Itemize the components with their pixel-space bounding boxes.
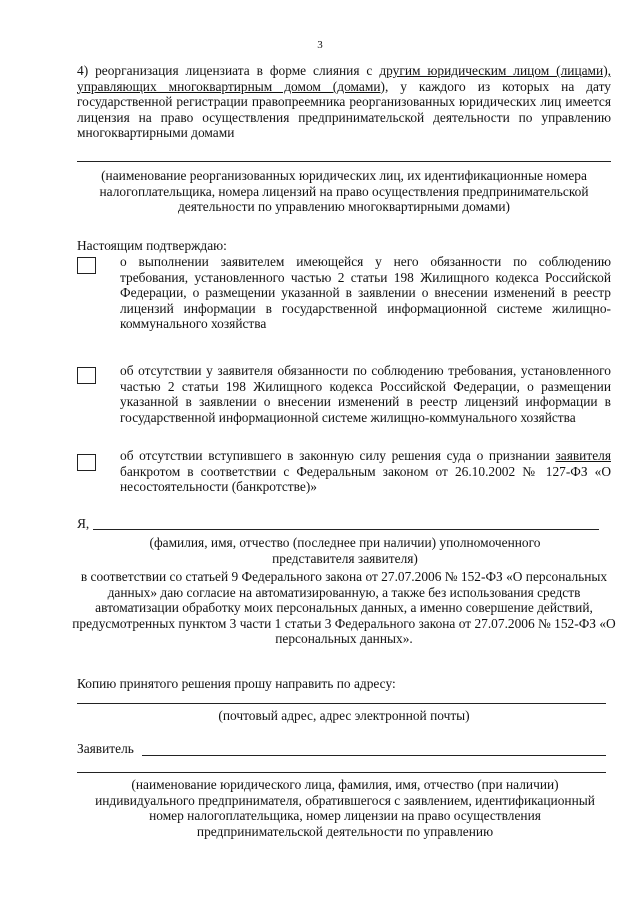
section-4-underlined: другим юридическим лицом (лицами), управляющих многоквартирным домом (домами), bbox=[77, 63, 611, 94]
address-label: Копию принятого решения прошу направить по адресу: bbox=[77, 676, 396, 691]
section-4-paragraph bbox=[77, 63, 611, 141]
confirm-item-3-suffix: банкротом в соответствии с Федеральным законом от 26.10.2002 № 127-ФЗ «О несостоятельности (банкротстве)» bbox=[120, 463, 611, 495]
confirm-item-3 bbox=[120, 448, 611, 495]
confirm-item-2: об отсутствии у заявителя обязанности по соблюдению требования, установленного частью 2 статьи 198 Жилищного кодекса Российской Федерации, о размещении указанной в заявлении о внесении изменений в реестр лицензий информации в государственной информационной системе жилищно-коммунального хозяйства bbox=[120, 363, 611, 425]
checkbox-no-bankruptcy[interactable] bbox=[77, 454, 96, 471]
fill-line-representative-name[interactable] bbox=[93, 529, 599, 530]
confirm-item-3-prefix: об отсутствии вступившего в законную силу решения суда о признании bbox=[120, 448, 556, 463]
confirm-item-3-underlined: заявителя bbox=[555, 448, 611, 463]
page-number: 3 bbox=[317, 39, 323, 51]
address-caption: (почтовый адрес, адрес электронной почты) bbox=[218, 708, 470, 723]
checkbox-obligation-fulfilled[interactable] bbox=[77, 257, 96, 274]
section-4-suffix: у каждого из которых на дату государственной регистрации правопреемника реорганизованных юридических лиц имеется лицензия на право осуществления предпринимательской деятельности по управлению многоквартирными домами bbox=[77, 78, 611, 141]
fill-line-applicant[interactable] bbox=[142, 755, 606, 756]
consent-caption: (фамилия, имя, отчество (последнее при наличии) уполномоченного представителя заявителя) bbox=[149, 535, 541, 566]
applicant-caption: (наименование юридического лица, фамилия, имя, отчество (при наличии) индивидуального предпринимателя, обратившегося с заявлением, идентификационный номер налогоплательщика, номер лицензии на право осуществления предпринимательской деятельности по управлению bbox=[95, 777, 595, 839]
fill-line-address[interactable] bbox=[77, 703, 606, 704]
fill-line-reorganized-entities[interactable] bbox=[77, 161, 611, 162]
applicant-label: Заявитель bbox=[77, 741, 134, 756]
section-4-prefix: 4) реорганизация лицензиата в форме слияния с bbox=[77, 63, 380, 78]
consent-text: в соответствии со статьей 9 Федерального закона от 27.07.2006 № 152-ФЗ «О персональных данных» даю согласие на автоматизированную, а также без использования средств автоматизации обработку моих персональных данных, а именно совершение действий, предусмотренных пунктом 3 части 1 статьи 3 Федерального закона от 27.07.2006 № 152-ФЗ «О персональных данных». bbox=[72, 569, 616, 647]
fill-line-applicant-2[interactable] bbox=[77, 772, 606, 773]
consent-label: Я, bbox=[77, 516, 90, 531]
confirm-item-1: о выполнении заявителем имеющейся у него обязанности по соблюдению требования, установленного частью 2 статьи 198 Жилищного кодекса Российской Федерации, о размещении указанной в заявлении о внесении изменений в реестр лицензий информации в государственной информационной системе жилищно-коммунального хозяйства bbox=[120, 254, 611, 332]
confirm-heading: Настоящим подтверждаю: bbox=[77, 238, 227, 253]
section-4-caption: (наименование реорганизованных юридических лиц, их идентификационные номера налогоплательщика, номера лицензий на право осуществления предпринимательской деятельности по управлению многоквартирными домами) bbox=[99, 168, 589, 215]
checkbox-no-obligation[interactable] bbox=[77, 367, 96, 384]
